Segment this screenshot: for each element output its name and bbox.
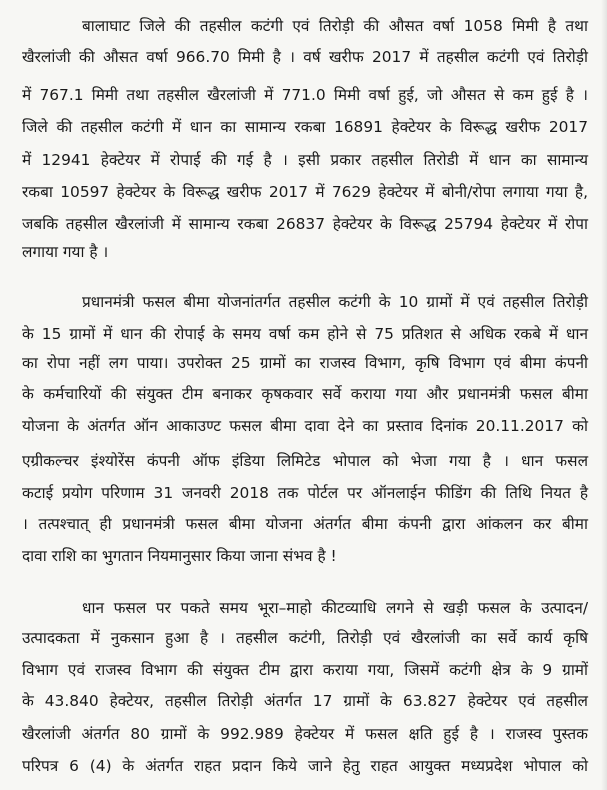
text-line: धान फसल पर पकते समय भूरा–माहो कीटव्याधि लगने से खड़ी फसल के उत्पादन/ xyxy=(82,599,588,617)
text-line: का रोपा नहीं लग पाया। उपरोक्त 25 ग्रामों का राजस्व विभाग, कृषि विभाग एवं बीमा कंपनी xyxy=(22,354,588,372)
text-line: के कर्मचारियों की संयुक्त टीम बनाकर कृषकवार सर्वे कराया गया और प्रधानमंत्री फसल बीमा xyxy=(22,385,588,403)
text-line: खैरलांजी अंतर्गत 80 ग्रामों के 992.989 हेक्टेयर में फसल क्षति हुई है । राजस्व पुस्तक xyxy=(22,725,588,743)
text-line: योजना के अंतर्गत ऑन आकाउण्ट फसल बीमा दावा देने का प्रस्ताव दिनांक 20.11.2017 को xyxy=(22,417,588,435)
text-line: में 767.1 मिमी तथा तहसील खैरलांजी में 771.0 मिमी वर्षा हुई, जो औसत से कम हुई है । xyxy=(22,86,588,104)
text-line: दावा राशि का भुगतान नियमानुसार किया जाना संभव है ! xyxy=(22,547,337,565)
text-line: परिपत्र 6 (4) के अंतर्गत राहत प्रदान किये जाने हेतु राहत आयुक्त मध्यप्रदेश भोपाल को xyxy=(22,757,588,775)
text-line: लगाया गया है । xyxy=(22,243,109,261)
text-line: बालाघाट जिले की तहसील कटंगी एवं तिरोड़ी की औसत वर्षा 1058 मिमी है तथा xyxy=(82,17,588,35)
text-line: एग्रीकल्चर इंश्योरेंस कंपनी ऑफ इंडिया लिमिटेड भोपाल को भेजा गया है । धान फसल xyxy=(22,452,588,470)
scan-edge-shadow xyxy=(601,0,607,790)
text-line: उत्पादकता में नुकसान हुआ है । तहसील कटंगी, तिरोड़ी एवं खैरलांजी का सर्वे कार्य कृषि xyxy=(22,629,588,647)
text-line: में 12941 हेक्टेयर में रोपाई की गई है । इसी प्रकार तहसील तिरोडी में धान का सामान्य xyxy=(22,151,588,169)
text-line: जिले की तहसील कटंगी में धान का सामान्य रकबा 16891 हेक्टेयर के विरूद्ध खरीफ 2017 xyxy=(22,118,588,136)
text-line: रकबा 10597 हेक्टेयर के विरूद्ध खरीफ 2017 में 7629 हेक्टेयर में बोनी/रोपा लगाया गया है, xyxy=(22,183,588,201)
text-line: खैरलांजी की औसत वर्षा 966.70 मिमी है । वर्ष खरीफ 2017 में तहसील कटंगी एवं तिरोड़ी xyxy=(22,48,588,66)
text-line: कटाई प्रयोग परिणाम 31 जनवरी 2018 तक पोर्टल पर ऑनलाईन फीडिंग की तिथि नियत है xyxy=(22,484,588,502)
text-line: जबकि तहसील खैरलांजी में सामान्य रकबा 26837 हेक्टेयर के विरूद्ध 25794 हेक्टेयर में रोपा xyxy=(22,215,588,233)
text-line: के 43.840 हेक्टेयर, तहसील तिरोड़ी अंतर्गत 17 ग्रामों के 63.827 हेक्टेयर एवं तहसील xyxy=(22,692,588,710)
text-line: । तत्पश्चात् ही प्रधानमंत्री फसल बीमा योजना अंतर्गत बीमा कंपनी द्वारा आंकलन कर बीमा xyxy=(22,515,588,533)
text-line: के 15 ग्रामों में धान की रोपाई के समय वर्षा कम होने से 75 प्रतिशत से अधिक रकबे में धान xyxy=(22,325,588,343)
text-line: प्रधानमंत्री फसल बीमा योजनांतर्गत तहसील कटंगी के 10 ग्रामों में एवं तहसील तिरोड़ी xyxy=(82,293,588,311)
text-line: विभाग एवं राजस्व विभाग की संयुक्त टीम द्वारा कराया गया, जिसमें कटंगी क्षेत्र के 9 ग्रामों xyxy=(22,661,588,679)
